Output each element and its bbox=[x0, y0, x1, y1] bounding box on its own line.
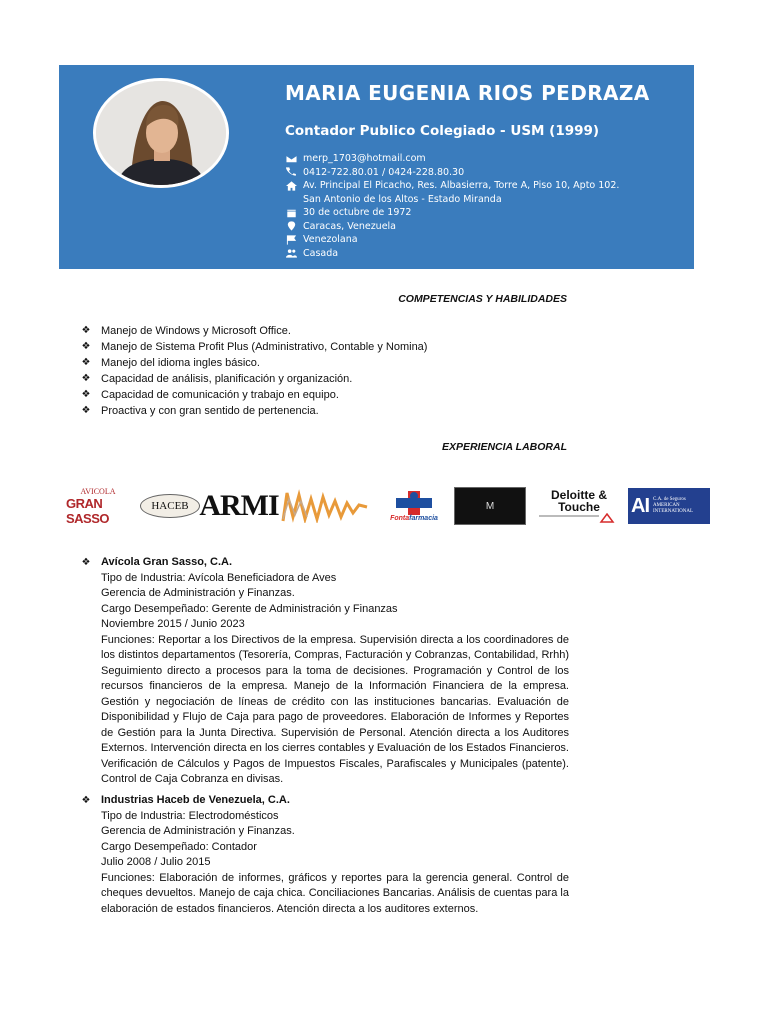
m-brand-logo: M bbox=[454, 481, 526, 531]
contact-birthplace: Caracas, Venezuela bbox=[303, 220, 397, 232]
contact-civil-status-row bbox=[285, 247, 619, 261]
company-logos bbox=[66, 481, 714, 531]
map-pin-icon bbox=[285, 221, 297, 232]
list-item: ❖ Manejo de Windows y Microsoft Office. bbox=[79, 323, 427, 339]
candidate-name: MARIA EUGENIA RIOS PEDRAZA bbox=[285, 81, 650, 105]
diamond-bullet-icon: ❖ bbox=[81, 325, 91, 336]
phone-icon bbox=[285, 167, 297, 178]
list-item: ❖ Capacidad de comunicación y trabajo en equipo. bbox=[79, 387, 427, 403]
cv-header bbox=[59, 65, 694, 269]
diamond-bullet-icon: ❖ bbox=[81, 795, 91, 806]
job-functions: Funciones: Elaboración de informes, gráficos y reportes para la gerencia general. Control de cheques devueltos. Manejo de caja chica. Conciliaciones Bancarias. Análisis de cuentas para la elaboración de estados financieros. Atención directa a los auditores externos. bbox=[101, 871, 569, 915]
home-icon bbox=[285, 180, 297, 191]
diamond-bullet-icon: ❖ bbox=[81, 341, 91, 352]
diamond-bullet-icon: ❖ bbox=[81, 405, 91, 416]
american-international-logo: AI C.A. de Seguros AMERICAN INTERNATIONAL bbox=[628, 481, 710, 531]
job-avicola bbox=[79, 555, 569, 788]
contact-email-row bbox=[285, 152, 619, 166]
contact-birthdate: 30 de octubre de 1972 bbox=[303, 207, 412, 218]
flag-icon bbox=[285, 234, 297, 245]
contact-phone-row bbox=[285, 166, 619, 180]
job-industry: Tipo de Industria: Avícola Beneficiadora de Aves bbox=[101, 571, 337, 584]
fontafarmacia-logo: Fontafarmacia bbox=[384, 481, 444, 531]
contact-address-line1: Av. Principal El Picacho, Res. Albasierra, Torre A, Piso 10, Apto 102. bbox=[303, 180, 620, 191]
deloitte-touche-logo: Deloitte & Touche bbox=[534, 481, 624, 531]
job-company: ❖ Avícola Gran Sasso, C.A. bbox=[79, 555, 569, 571]
diamond-bullet-icon: ❖ bbox=[81, 357, 91, 368]
envelope-icon bbox=[285, 153, 297, 164]
job-period: Julio 2008 / Julio 2015 bbox=[101, 856, 211, 868]
diamond-bullet-icon: ❖ bbox=[81, 557, 91, 568]
contact-birthdate-row bbox=[285, 206, 619, 220]
contact-phone: 0412-722.80.01 / 0424-228.80.30 bbox=[303, 166, 465, 178]
job-period: Noviembre 2015 / Junio 2023 bbox=[101, 618, 245, 630]
armi-logo: ARMI bbox=[199, 489, 279, 522]
job-position: Cargo Desempeñado: Contador bbox=[101, 840, 257, 853]
candidate-title: Contador Publico Colegiado - USM (1999) bbox=[285, 123, 600, 139]
competencias-heading: COMPETENCIAS Y HABILIDADES bbox=[398, 293, 567, 305]
list-item: ❖ Proactiva y con gran sentido de pertenencia. bbox=[79, 403, 427, 419]
contact-info bbox=[285, 152, 619, 260]
avicola-gran-sasso-logo: AVICOLA GRAN SASSO bbox=[66, 486, 116, 526]
calendar-icon bbox=[285, 207, 297, 218]
job-functions: Funciones: Reportar a los Directivos de la empresa. Supervisión directa a los coordinadores de los distintos departamentos (Tesorería, Compras, Facturación y Cobranzas, Contabilidad, Rrhh) Seguimiento directo a procesos para la toma de decisiones. Programación y Control de los recursos financieros de la empresa. Manejo de la Información Financiera de la empresa. Gestión y negociación de líneas de crédito con las instituciones bancarias. Evaluación de Disponibilidad y Flujo de Caja para pago de proveedores. Elaboración de Informes y Reportes de Gestión para la Junta Directiva. Supervisión de Personal. Atención directa a los Auditores Externos. Intervención directa en los cierres contables y Evaluación de los Estados Financieros. Verificación de Cálculos y Pagos de Impuestos Fiscales, Parafiscales y Municipales (patente). Control de Caja Cobranza en divisas. bbox=[101, 633, 569, 785]
job-area: Gerencia de Administración y Finanzas. bbox=[101, 825, 295, 837]
skills-list bbox=[79, 323, 427, 419]
contact-address-row bbox=[285, 179, 619, 193]
contact-address-line2: San Antonio de los Altos - Estado Miranda bbox=[303, 193, 502, 205]
job-area: Gerencia de Administración y Finanzas. bbox=[101, 587, 295, 599]
job-haceb bbox=[79, 793, 569, 917]
list-item: ❖ Manejo del idioma ingles básico. bbox=[79, 355, 427, 371]
contact-nationality-row bbox=[285, 233, 619, 247]
job-company: ❖ Industrias Haceb de Venezuela, C.A. bbox=[79, 793, 569, 809]
contact-civil-status: Casada bbox=[303, 247, 339, 259]
contact-nationality: Venezolana bbox=[303, 234, 358, 245]
diamond-bullet-icon: ❖ bbox=[81, 373, 91, 384]
users-icon bbox=[285, 248, 297, 259]
job-industry: Tipo de Industria: Electrodomésticos bbox=[101, 809, 279, 822]
job-position: Cargo Desempeñado: Gerente de Administración y Finanzas bbox=[101, 602, 398, 615]
wave-brand-logo bbox=[280, 481, 372, 531]
profile-photo bbox=[93, 78, 229, 188]
list-item: ❖ Manejo de Sistema Profit Plus (Administrativo, Contable y Nomina) bbox=[79, 339, 427, 355]
haceb-logo: HACEB bbox=[136, 481, 204, 531]
diamond-bullet-icon: ❖ bbox=[81, 389, 91, 400]
list-item: ❖ Capacidad de análisis, planificación y organización. bbox=[79, 371, 427, 387]
contact-email[interactable]: merp_1703@hotmail.com bbox=[303, 153, 426, 164]
experiencia-heading: EXPERIENCIA LABORAL bbox=[441, 441, 567, 453]
contact-birthplace-row bbox=[285, 220, 619, 234]
